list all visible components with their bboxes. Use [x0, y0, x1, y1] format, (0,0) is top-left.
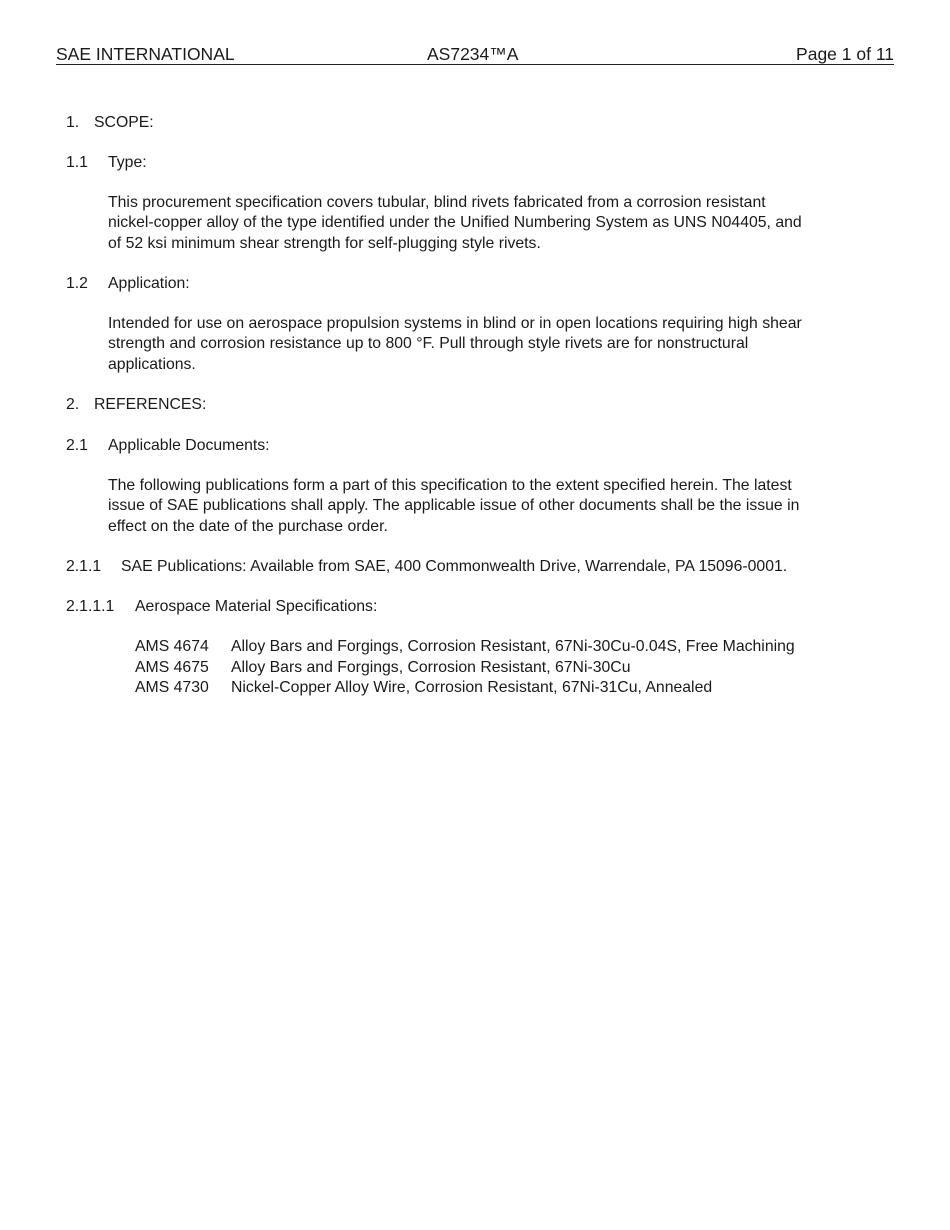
- paragraph-line: strength and corrosion resistance up to 800 °F. Pull through style rivets are for nonstructural: [108, 335, 749, 353]
- section-title: Application:: [108, 275, 190, 292]
- section-title: Aerospace Material Specifications:: [135, 598, 378, 615]
- paragraph-line: of 52 ksi minimum shear strength for self-plugging style rivets.: [108, 234, 541, 252]
- section-1-2-paragraph: [108, 314, 868, 375]
- section-number: 1.: [66, 114, 80, 131]
- section-1-1-paragraph: [108, 193, 868, 254]
- section-number: 1.1: [66, 154, 88, 171]
- section-number: 1.2: [66, 275, 88, 292]
- header-page-number: Page 1 of 11: [796, 44, 894, 64]
- section-title: Applicable Documents:: [108, 437, 270, 454]
- reference-code: AMS 4730: [135, 679, 209, 696]
- paragraph-line: applications.: [108, 355, 196, 373]
- section-title: Type:: [108, 154, 147, 171]
- page-header: [56, 44, 894, 65]
- reference-code: AMS 4674: [135, 638, 209, 655]
- section-1-heading: [66, 113, 154, 133]
- section-number: 2.: [66, 396, 80, 413]
- paragraph-line: nickel-copper alloy of the type identified under the Unified Numbering System as UNS N04405, and: [108, 214, 802, 232]
- section-title: REFERENCES:: [94, 396, 207, 413]
- section-2-1-1-heading: [66, 557, 788, 577]
- paragraph-line: effect on the date of the purchase order.: [108, 517, 388, 535]
- section-1-1-heading: [66, 153, 147, 173]
- reference-title: Alloy Bars and Forgings, Corrosion Resistant, 67Ni-30Cu: [231, 659, 631, 676]
- header-document-id: AS7234™A: [427, 44, 519, 64]
- paragraph-line: issue of SAE publications shall apply. The applicable issue of other documents shall be the issue in: [108, 497, 800, 515]
- section-2-1-1-1-heading: [66, 597, 378, 617]
- section-2-1-heading: [66, 436, 270, 456]
- section-2-heading: [66, 395, 207, 415]
- paragraph-line: Intended for use on aerospace propulsion systems in blind or in open locations requiring high shear: [108, 315, 802, 332]
- section-2-1-paragraph: [108, 476, 868, 537]
- reference-title: Alloy Bars and Forgings, Corrosion Resistant, 67Ni-30Cu-0.04S, Free Machining: [231, 638, 795, 655]
- section-1-2-heading: [66, 274, 190, 294]
- section-number: 2.1.1: [66, 558, 102, 575]
- section-number: 2.1: [66, 437, 88, 454]
- paragraph-line: This procurement specification covers tubular, blind rivets fabricated from a corrosion resistant: [108, 194, 766, 211]
- reference-code: AMS 4675: [135, 659, 209, 676]
- section-number: 2.1.1.1: [66, 598, 115, 615]
- paragraph-line: The following publications form a part of this specification to the extent specified herein. The latest: [108, 477, 792, 494]
- section-title: SAE Publications: Available from SAE, 400 Commonwealth Drive, Warrendale, PA 15096-0001.: [121, 558, 788, 575]
- section-title: SCOPE:: [94, 114, 154, 131]
- reference-title: Nickel-Copper Alloy Wire, Corrosion Resistant, 67Ni-31Cu, Annealed: [231, 679, 713, 696]
- header-organization: SAE INTERNATIONAL: [56, 44, 235, 64]
